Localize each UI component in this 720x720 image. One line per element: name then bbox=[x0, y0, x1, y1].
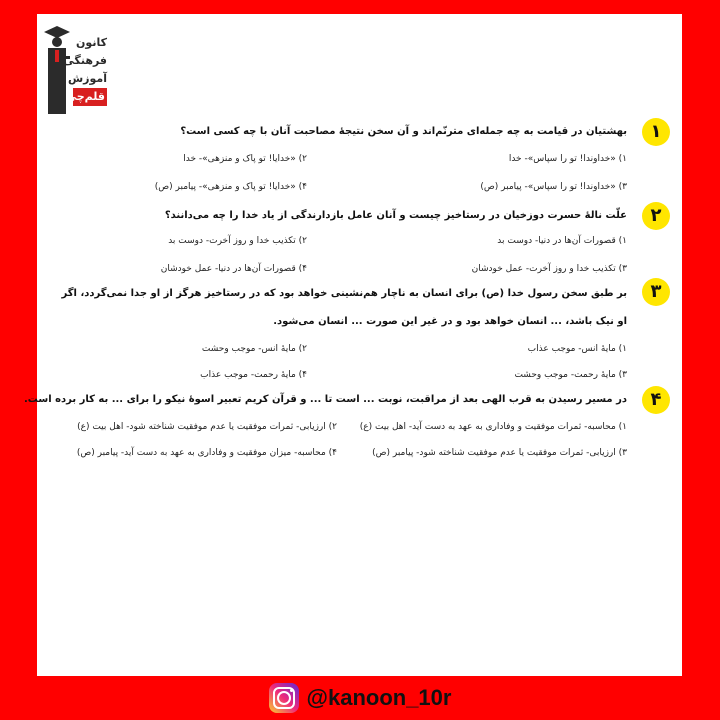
answer-option[interactable]: ۱) محاسبه- ثمرات موفقیت و وفاداری به عهد به دست آید- اهل بیت (ع) bbox=[359, 422, 627, 432]
answer-option[interactable]: ۴) «خدایا! تو پاک و منزهی»- پیامبر (ص) bbox=[154, 182, 307, 192]
answer-option[interactable]: ۴) مایهٔ رحمت- موجب عذاب bbox=[200, 370, 307, 380]
answer-option[interactable]: ۲) «خدایا! تو پاک و منزهی»- خدا bbox=[183, 154, 307, 164]
question-number-badge: ۴ bbox=[642, 386, 670, 414]
question-number-badge: ۳ bbox=[642, 278, 670, 306]
question-text: بهشتیان در قیامت به چه جمله‌ای مترنّم‌اند و آن سخن نتیجۀ مصاحبت آنان با چه کسی است؟ bbox=[180, 126, 627, 137]
answer-option[interactable]: ۴) قصورات آن‌ها در دنیا- عمل خودشان bbox=[160, 264, 307, 274]
question-number-badge: ۲ bbox=[642, 202, 670, 230]
logo-line: قلم‌چی bbox=[73, 88, 107, 106]
question-text: بر طبق سخن رسول خدا (ص) برای انسان به ناچار هم‌نشینی خواهد بود که در رستاخیز هرگز از او جدا نمی‌گردد، اگر او نیک باشد، ... انسان خواهد بود و در غیر این صورت ... انسان می‌شود. bbox=[61, 288, 627, 327]
answer-option[interactable]: ۱) مایهٔ انس- موجب عذاب bbox=[527, 344, 627, 354]
logo-line: کانون bbox=[76, 36, 107, 49]
answer-option[interactable]: ۳) «خداوندا! تو را سپاس»- پیامبر (ص) bbox=[480, 182, 627, 192]
answer-option[interactable]: ۱) «خداوندا! تو را سپاس»- خدا bbox=[508, 154, 627, 164]
logo-line: فرهنگی bbox=[63, 54, 107, 67]
answer-option[interactable]: ۲) تکذیب خدا و روز آخرت- دوست بد bbox=[168, 236, 307, 246]
answer-option[interactable]: ۳) ارزیابی- ثمرات موفقیت یا عدم موفقیت شناخته شود- پیامبر (ص) bbox=[372, 448, 627, 458]
footer-social bbox=[0, 676, 720, 720]
question-text: در مسیر رسیدن به قرب الهی بعد از مراقبت، نوبت ... است تا ... و قرآن کریم تعبیر اسوۀ نیکو را برای ... به کار برده است. bbox=[23, 394, 627, 405]
answer-option[interactable]: ۳) تکذیب خدا و روز آخرت- عمل خودشان bbox=[471, 264, 627, 274]
question-number-badge: ۱ bbox=[642, 118, 670, 146]
kanoon-logo bbox=[37, 14, 107, 104]
logo-text bbox=[63, 34, 107, 106]
instagram-icon[interactable] bbox=[269, 683, 299, 713]
document-page bbox=[23, 14, 682, 676]
question-text: علّت نالۀ حسرت دوزخیان در رستاخیز چیست و آنان عامل بازدارندگی از یاد خدا را چه می‌دانند؟ bbox=[164, 210, 627, 221]
answer-option[interactable]: ۳) مایهٔ رحمت- موجب وحشت bbox=[514, 370, 627, 380]
answer-option[interactable]: ۲) ارزیابی- ثمرات موفقیت یا عدم موفقیت شناخته شود- اهل بیت (ع) bbox=[77, 422, 337, 432]
answer-option[interactable]: ۱) قصورات آن‌ها در دنیا- دوست بد bbox=[497, 236, 627, 246]
logo-line: آموزش bbox=[68, 72, 107, 85]
answer-option[interactable]: ۲) مایهٔ انس- موجب وحشت bbox=[201, 344, 307, 354]
answer-option[interactable]: ۴) محاسبه- میزان موفقیت و وفاداری به عهد به دست آید- پیامبر (ص) bbox=[76, 448, 337, 458]
instagram-handle[interactable]: @kanoon_10r bbox=[306, 685, 452, 710]
